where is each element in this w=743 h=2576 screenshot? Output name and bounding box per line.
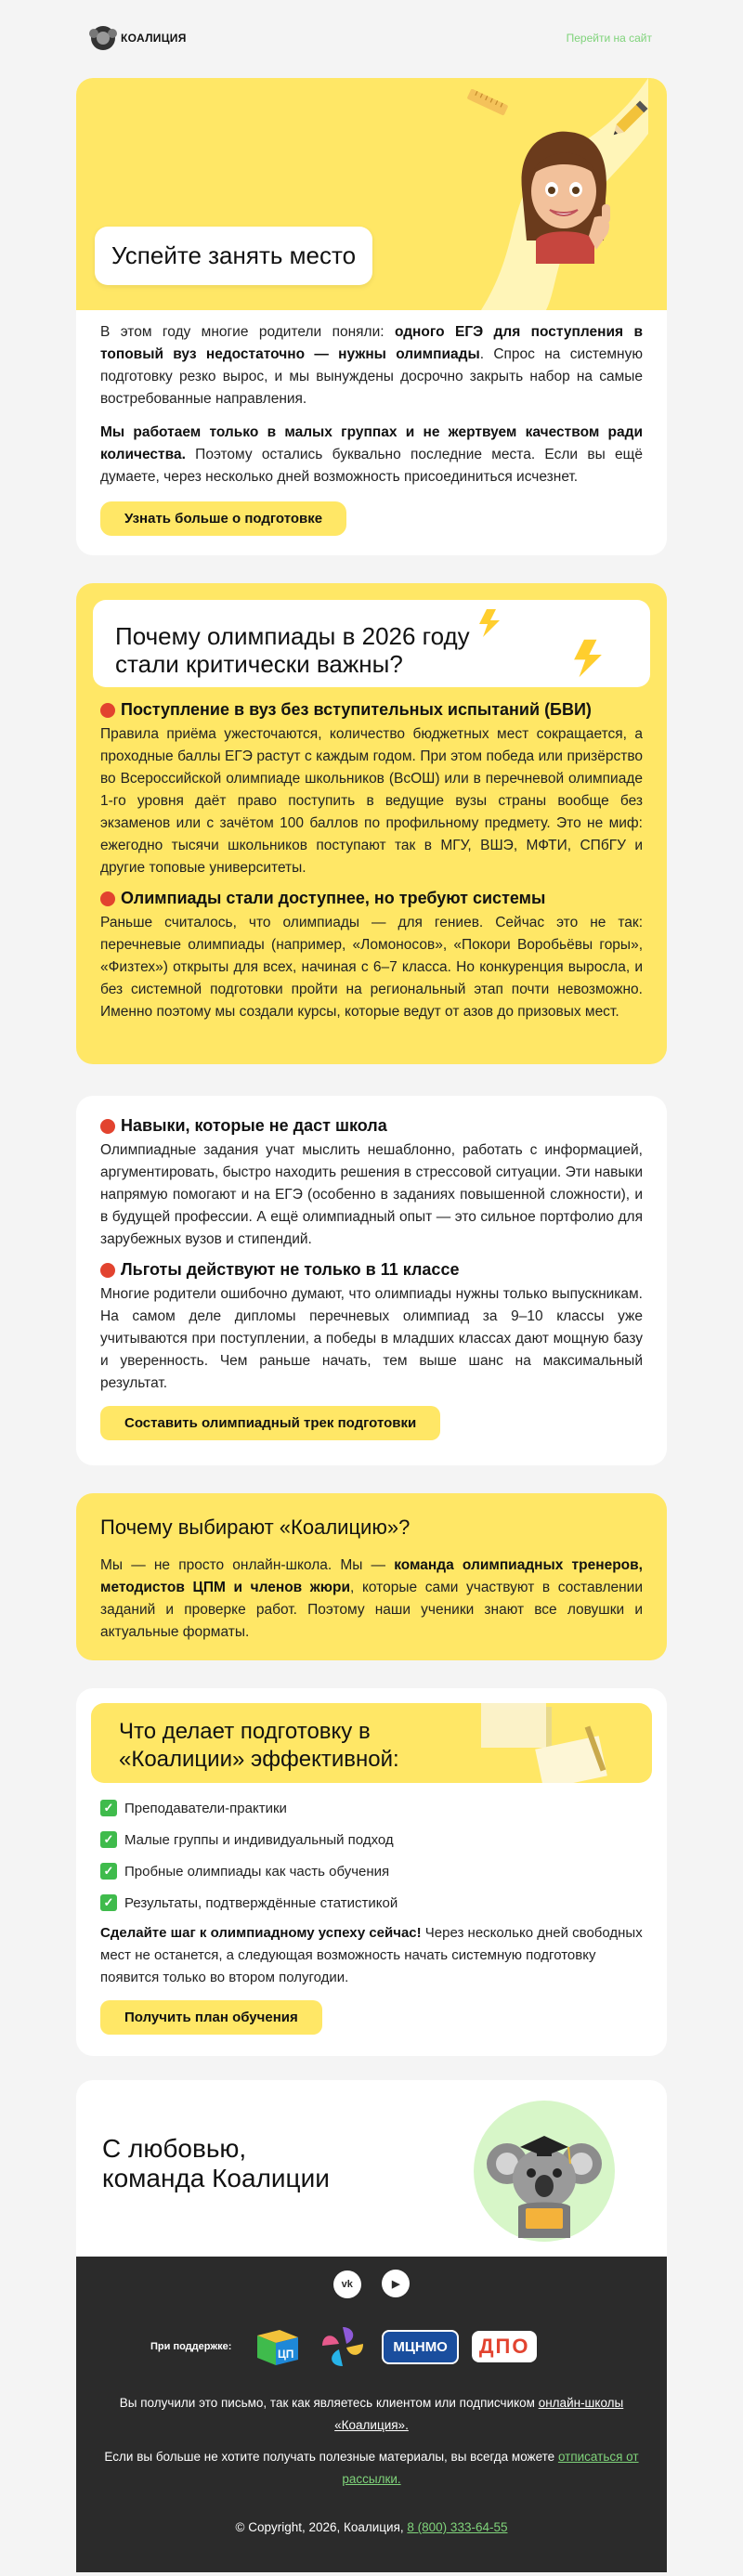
why-choose-text: Мы — не просто онлайн-школа. Мы — команда олимпиадных тренеров, методистов ЦПМ и членов жюри, которые сами участвуют в составлении заданий и проверке работ. Поэтому наши ученики знают все ловушки и актуальные форматы. <box>100 1557 643 1640</box>
learn-more-button[interactable]: Узнать больше о подготовке <box>100 501 346 536</box>
why-title: Почему олимпиады в 2026 году стали критически важны? <box>115 622 470 678</box>
signature-card <box>76 2080 667 2257</box>
effective-body <box>100 1792 643 2035</box>
svg-text:ЦП: ЦП <box>278 2348 294 2361</box>
youtube-icon[interactable]: ▶ <box>382 2270 410 2297</box>
bvi-text: Правила приёма ужесточаются, количество бюджетных мест сокращается, а проходные баллы ЕГЭ растут с каждым годом. При этом победа или призёрство во Всероссийской олимпиаде школьников (ВсОШ) или в перечневой олимпиаде 1-го уровня даёт право поступить в ведущие вузы страны вообще без экзаменов или с зачётом 100 баллов по профильному предмету. Это не миф: ежегодно тысячи школьников поступают так в МГУ, ВШЭ, МФТИ, СПбГУ и другие топовые университеты. <box>100 726 643 876</box>
footer-notes <box>95 2392 648 2539</box>
list-item: ✓ Преподаватели-практики <box>100 1792 643 1824</box>
hero-paragraph-2: Мы работаем только в малых группах и не жертвуем качеством ради количества. Поэтому остались буквально последние места. Если вы ещё думаете, через несколько дней возможность присоединиться исчезнет. <box>100 424 643 485</box>
subscription-note: Вы получили это письмо, так как являетесь клиентом или подписчиком онлайн-школы «Коалиция». <box>119 2396 624 2432</box>
skills-body <box>100 1116 643 1440</box>
brand-name: КОАЛИЦИЯ <box>121 32 187 45</box>
hero-card <box>76 78 667 555</box>
why-title-box <box>93 600 650 687</box>
get-plan-button[interactable]: Получить план обучения <box>100 2000 322 2035</box>
phone-link[interactable]: 8 (800) 333-64-55 <box>407 2520 508 2534</box>
why-body <box>100 700 643 1023</box>
accessible-heading: Олимпиады стали доступнее, но требуют системы <box>100 889 643 908</box>
effective-title: Что делает подготовку в «Коалиции» эффективной: <box>119 1719 399 1772</box>
vk-icon[interactable]: vk <box>333 2270 361 2298</box>
hero-title: Успейте занять место <box>95 227 372 285</box>
signature: С любовью, команда Коалиции <box>102 2134 330 2192</box>
benefits-text: Многие родители ошибочно думают, что олимпиады нужны только выпускникам. На самом деле дипломы перечневых олимпиад за 9–10 классы уже учитываются при поступлении, а победы в младших классах дают мощную базу и уверенность. Чем раньше начать, тем выше шанс на максимальный результат. <box>100 1286 643 1391</box>
why-choose-title: Почему выбирают «Коалицию»? <box>100 1516 411 1539</box>
list-item: ✓ Пробные олимпиады как часть обучения <box>100 1855 643 1887</box>
checkmark-icon: ✓ <box>100 1863 117 1880</box>
social-links <box>76 2270 667 2298</box>
footer <box>76 2257 667 2572</box>
why-choose-card <box>76 1493 667 1660</box>
checkmark-icon: ✓ <box>100 1894 117 1911</box>
skills-card <box>76 1096 667 1465</box>
brand-logo[interactable] <box>91 26 187 50</box>
red-circle-icon <box>100 703 115 718</box>
site-link[interactable]: Перейти на сайт <box>566 32 652 45</box>
partners-row <box>150 2323 537 2370</box>
hero-banner <box>76 78 667 310</box>
effective-cta-text: Сделайте шаг к олимпиадному успеху сейчас! Через несколько дней свободных мест не останется, а следующая возможность начать системную подготовку появится только во втором полугодии. <box>100 1925 643 1985</box>
email-header <box>91 24 652 52</box>
ruler-icon <box>464 89 511 117</box>
school-link[interactable]: онлайн-школы «Коалиция». <box>334 2396 624 2432</box>
effective-card <box>76 1688 667 2056</box>
partner-logo-dpo: ДПО <box>472 2331 538 2362</box>
bvi-heading: Поступление в вуз без вступительных испытаний (БВИ) <box>100 700 643 720</box>
accessible-text: Раньше считалось, что олимпиады — для гениев. Сейчас это не так: перечневые олимпиады (например, «Ломоносов», «Покори Воробьёвы горы», «Физтех») открыты для всех, начиная с 6–7 класса. Но конкуренция выросла, и без системной подготовки пройти на региональный этап почти невозможно. Именно поэтому мы создали курсы, которые ведут от азов до призовых мест. <box>100 915 643 1020</box>
notebooks-icon <box>481 1703 648 1783</box>
why-choose-body <box>100 1516 643 1644</box>
partner-logo-flower <box>317 2323 369 2370</box>
skills-heading: Навыки, которые не даст школа <box>100 1116 643 1136</box>
partner-logo-cube <box>252 2326 304 2367</box>
copyright: © Copyright, 2026, Коалиция, 8 (800) 333-64-55 <box>235 2520 508 2534</box>
hero-body <box>100 321 643 536</box>
list-item: ✓ Малые группы и индивидуальный подход <box>100 1824 643 1855</box>
partner-logo-mcnmo: МЦНМО <box>382 2330 458 2364</box>
list-item: ✓ Результаты, подтверждённые статистикой <box>100 1887 643 1919</box>
unsubscribe-note: Если вы больше не хотите получать полезные материалы, вы всегда можете отписаться от рассылки. <box>104 2450 639 2486</box>
unsubscribe-link[interactable]: отписаться от рассылки. <box>342 2450 639 2486</box>
checkmark-icon: ✓ <box>100 1831 117 1848</box>
benefits-heading: Льготы действуют не только в 11 классе <box>100 1260 643 1280</box>
hero-paragraph-1: В этом году многие родители поняли: одного ЕГЭ для поступления в топовый вуз недостаточно — нужны олимпиады. Спрос на системную подготовку резко вырос, и мы вынуждены досрочно закрыть набор на самые востребованные направления. <box>100 324 643 407</box>
red-circle-icon <box>100 891 115 906</box>
girl-avatar-icon <box>503 124 624 264</box>
support-label: При поддержке: <box>150 2341 232 2352</box>
koala-mascot-icon <box>472 2099 617 2244</box>
effective-title-box <box>91 1703 652 1783</box>
koala-logo-icon <box>91 26 115 50</box>
red-circle-icon <box>100 1119 115 1134</box>
olympiad-track-button[interactable]: Составить олимпиадный трек подготовки <box>100 1406 440 1440</box>
why-olympiads-card <box>76 583 667 1064</box>
lightning-small-icon <box>474 607 505 639</box>
red-circle-icon <box>100 1263 115 1278</box>
checkmark-icon: ✓ <box>100 1800 117 1816</box>
skills-text: Олимпиадные задания учат мыслить нешаблонно, работать с информацией, аргументировать, быстро находить решения в стрессовой ситуации. Эти навыки напрямую помогают и на ЕГЭ (особенно в заданиях повышенной сложности), и в будущей профессии. А ещё олимпиадный опыт — это сильное портфолио для зарубежных вузов и стипендий. <box>100 1142 643 1247</box>
lightning-large-icon <box>567 637 609 680</box>
